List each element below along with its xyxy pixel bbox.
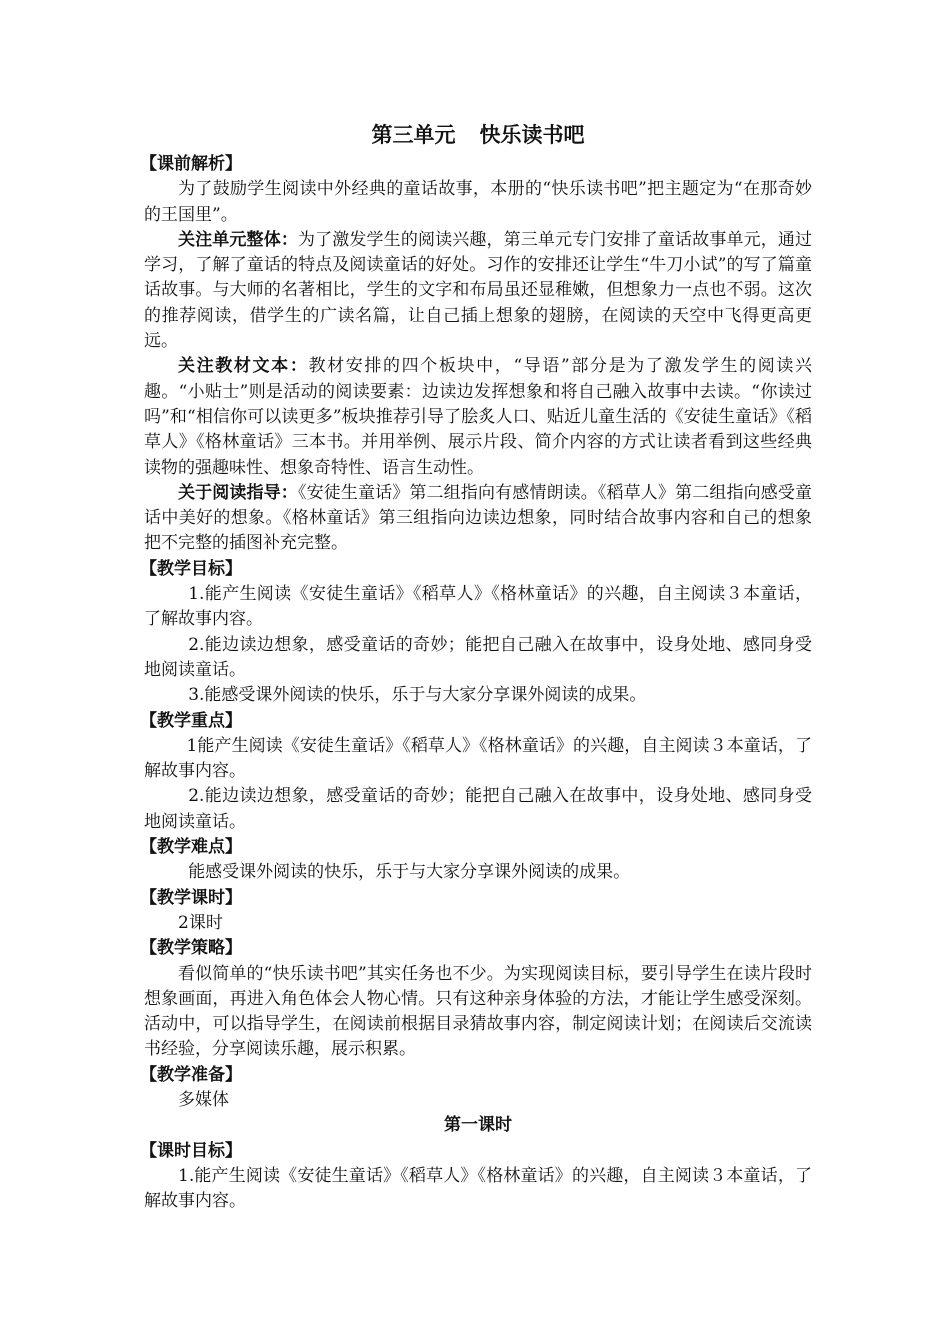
goal-item: 2.能边读边想象，感受童话的奇妙；能把自己融入在故事中，设身处地、感同身受地阅读童话。: [144, 634, 812, 680]
key-point-item: 1能产生阅读《安徒生童话》《稻草人》《格林童话》的兴趣，自主阅读３本童话，了解故事内容。: [144, 735, 812, 782]
text-lead: 关注教材文本：: [178, 356, 309, 377]
document-page: [140, 118, 813, 1214]
goals-heading: 【教学目标】: [140, 558, 242, 579]
unit-lead: 关注单元整体：: [178, 229, 298, 250]
hours-heading: 【教学课时】: [140, 887, 242, 908]
title-unit: 第三单元: [371, 123, 456, 147]
lesson1-goal-heading: 【课时目标】: [140, 1140, 242, 1161]
preparation-text: 多媒体: [178, 1089, 229, 1110]
analysis-guide-paragraph: [144, 481, 812, 557]
difficulty-text: 能感受课外阅读的快乐，乐于与大家分享课外阅读的成果。: [188, 862, 631, 883]
goal-item: 3.能感受课外阅读的快乐，乐于与大家分享课外阅读的成果。: [188, 685, 647, 706]
hours-text: 2课时: [178, 912, 223, 933]
difficulty-heading: 【教学难点】: [140, 837, 242, 858]
lesson1-title: 第一课时: [444, 1115, 512, 1136]
analysis-heading: 【课前解析】: [140, 154, 242, 174]
analysis-unit-paragraph: [144, 228, 812, 354]
key-points-heading: 【教学重点】: [140, 710, 242, 731]
strategy-text: 看似简单的“快乐读书吧”其实任务也不少。为实现阅读目标，要引导学生在读片段时想象画面，再进入角色体会人物心情。只有这种亲身体验的方法，才能让学生感受深刻。活动中，可以指导学生，在阅读前根据目录猜故事内容，制定阅读计划；在阅读后交流读书经验，分享阅读乐趣，展示积累。: [144, 963, 812, 1060]
preparation-heading: 【教学准备】: [140, 1064, 242, 1085]
text-text: 教材安排的四个板块中，“导语”部分是为了激发学生的阅读兴趣。“小贴士”则是活动的阅读要素：边读边发挥想象和将自己融入故事中去读。“你读过吗”和“相信你可以读更多”板块推荐引导了脍炙人口、贴近儿童生活的《安徒生童话》《稻草人》《格林童话》三本书。并用举例、展示片段、简介内容的方式让读者看到这些经典读物的强趣味性、想象奇特性、语言生动性。: [144, 356, 812, 478]
goal-item: 1.能产生阅读《安徒生童话》《稻草人》《格林童话》的兴趣，自主阅读３本童话，了解故事内容。: [144, 584, 812, 630]
strategy-heading: 【教学策略】: [140, 938, 242, 959]
guide-lead: 关于阅读指导：: [178, 482, 298, 503]
lesson1-goal-text: 1.能产生阅读《安徒生童话》《稻草人》《格林童话》的兴趣，自主阅读３本童话，了解故事内容。: [144, 1165, 812, 1212]
guide-text: 《安徒生童话》第二组指向有感情朗读。《稻草人》第二组指向感受童话中美好的想象。《格林童话》第三组指向边读边想象，同时结合故事内容和自己的想象把不完整的插图补充完整。: [144, 482, 813, 554]
key-point-item: 2.能边读边想象，感受童话的奇妙；能把自己融入在故事中，设身处地、感同身受地阅读童话。: [144, 786, 812, 832]
analysis-text-paragraph: [144, 354, 812, 480]
document-title: [144, 118, 812, 152]
unit-text: 为了激发学生的阅读兴趣，第三单元专门安排了童话故事单元，通过学习，了解了童话的特点及阅读童话的好处。习作的安排还让学生“牛刀小试”的写了篇童话故事。与大师的名著相比，学生的文字和布局虽还显稚嫩，但想象力一点也不弱。这次的推荐阅读，借学生的广读名篇，让自己插上想象的翅膀，在阅读的天空中飞得更高更远。: [144, 229, 813, 352]
title-topic: 快乐读书吧: [479, 123, 585, 147]
analysis-intro: 为了鼓励学生阅读中外经典的童话故事，本册的“快乐读书吧”把主题定为“在那奇妙的王国里”。: [144, 179, 812, 225]
